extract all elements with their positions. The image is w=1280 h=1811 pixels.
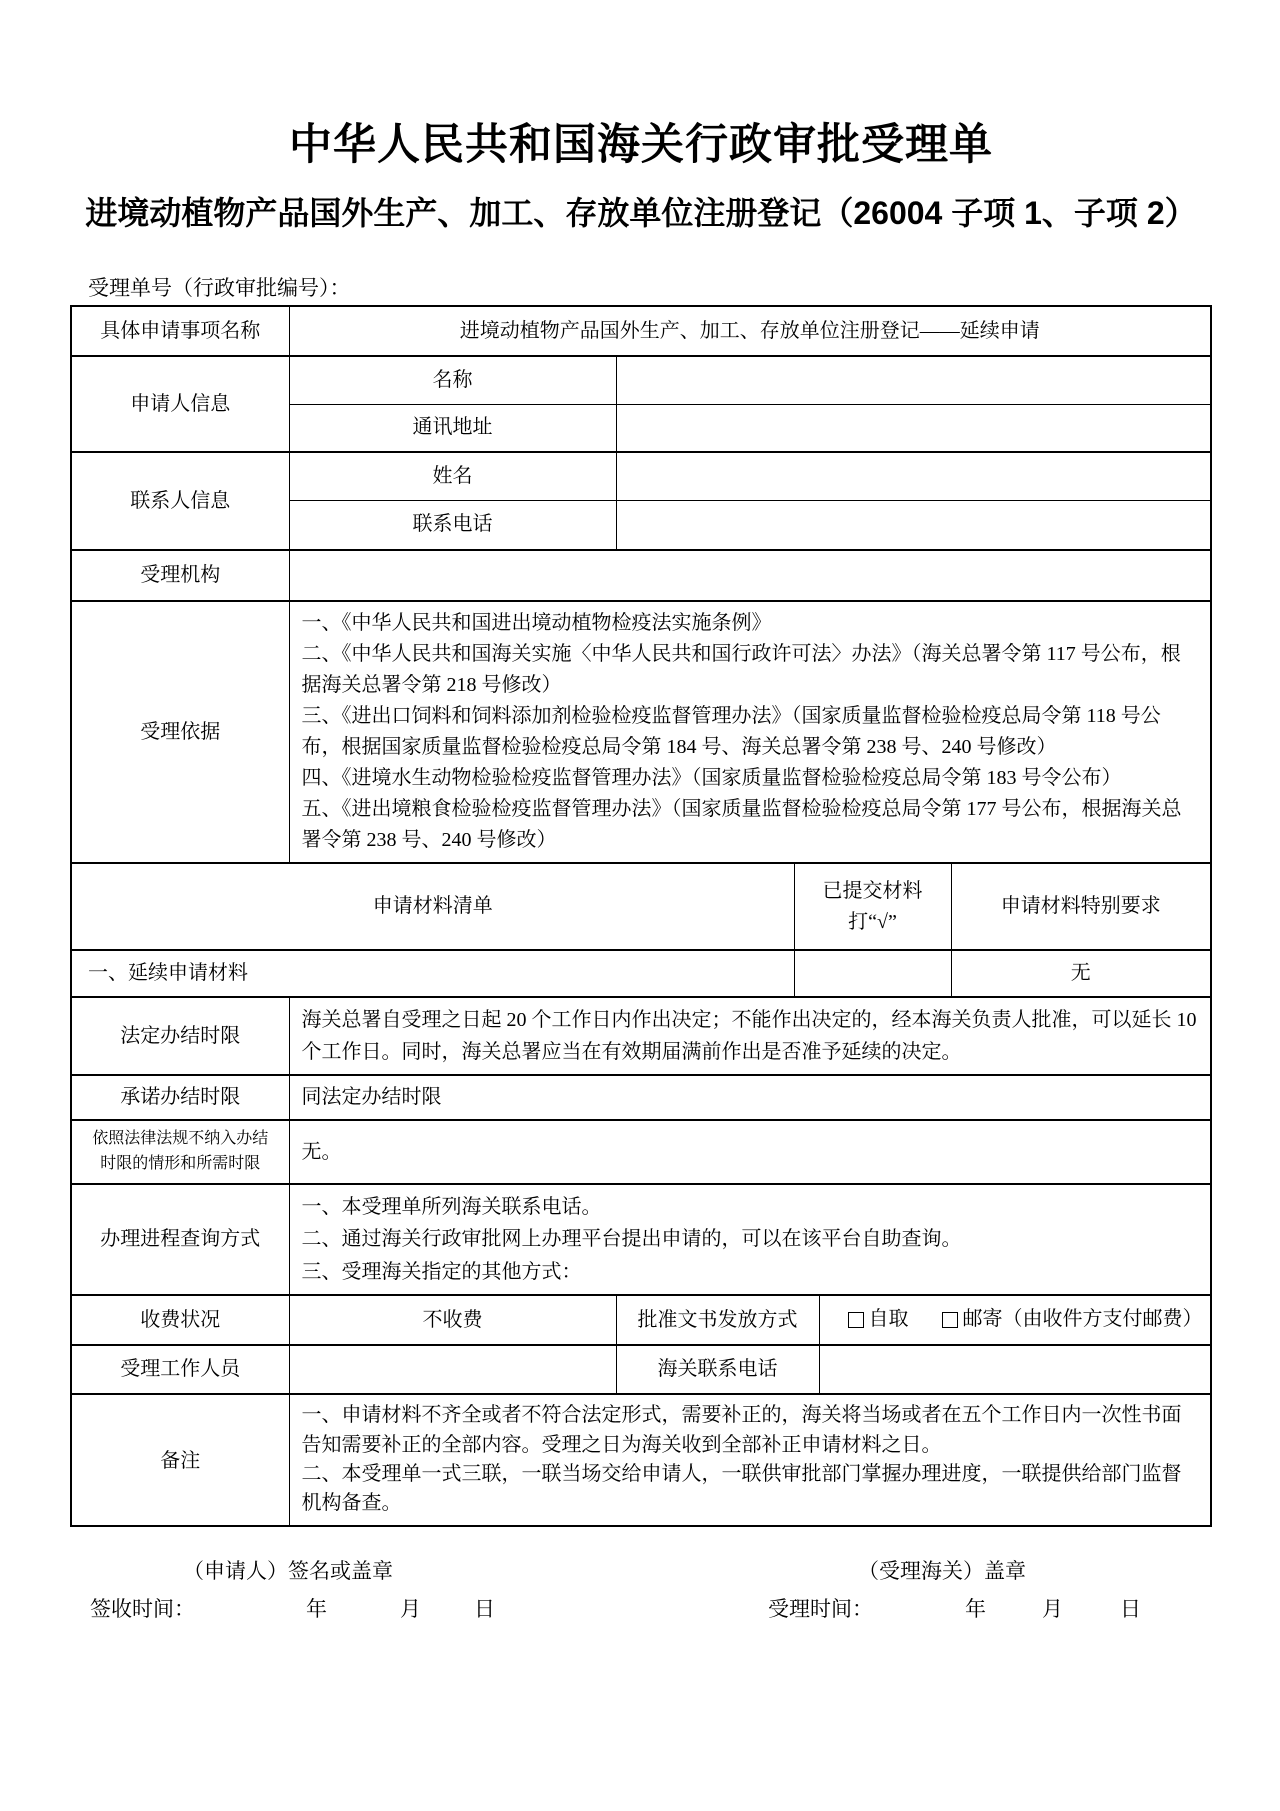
applicant-address-input[interactable] [616,404,1211,452]
materials-submitted-header-line2: 打“√” [848,910,897,933]
accept-time-label: 受理时间： [768,1596,873,1621]
delivery-method-label: 批准文书发放方式 [616,1295,819,1345]
statutory-time-label: 法定办结时限 [71,997,289,1075]
legal-basis-item: 二、《中华人民共和国海关实施〈中华人民共和国行政许可法〉办法》（海关总署令第 117 号公布，根据海关总署令第 218 号修改） [301,643,1181,697]
form-number-input[interactable] [351,280,571,302]
checkbox-icon [848,1312,864,1328]
progress-query-text [289,1184,1211,1295]
contact-info-label: 联系人信息 [71,452,289,550]
customs-phone-label: 海关联系电话 [616,1345,819,1394]
legal-basis-label: 受理依据 [71,601,289,863]
delivery-options [819,1295,1211,1345]
contact-name-input[interactable] [616,452,1211,500]
promised-time-text: 同法定办结时限 [289,1075,1211,1120]
signature-row [70,1555,1212,1589]
excluded-time-label: 依照法律法规不纳入办结时限的情形和所需时限 [71,1120,289,1184]
applicant-signature-label: （申请人）签名或盖章 [183,1558,393,1583]
materials-special-header: 申请材料特别要求 [951,863,1211,950]
material-special-value: 无 [951,950,1211,997]
contact-phone-input[interactable] [616,500,1211,550]
legal-basis-item: 五、《进出境粮食检验检疫监督管理办法》（国家质量监督检验检疫总局令第 177 号公布，根据海关总署令第 238 号、240 号修改） [301,798,1182,852]
materials-list-header: 申请材料清单 [71,863,794,950]
progress-query-item: 二、通过海关行政审批网上办理平台提出申请的，可以在该平台自助查询。 [301,1228,962,1251]
legal-basis-text [289,601,1211,863]
customs-phone-input[interactable] [819,1345,1211,1394]
fee-status-value: 不收费 [289,1295,616,1345]
legal-basis-item: 三、《进出口饲料和饲料添加剂检验检疫监督管理办法》（国家质量监督检验检疫总局令第 118 号公布，根据国家质量监督检验检疫总局令第 184 号、海关总署令第 238 号、240 号修改） [301,705,1161,759]
excluded-time-text: 无。 [289,1120,1211,1184]
sign-day-label: 日 [474,1596,495,1621]
contact-name-label: 姓名 [289,452,616,500]
applicant-address-label: 通讯地址 [289,404,616,452]
other-method-input[interactable] [582,1258,622,1278]
legal-basis-item: 四、《进境水生动物检验检疫监督管理办法》（国家质量监督检验检疫总局令第 183 号令公布） [301,767,1122,790]
promised-time-label: 承诺办结时限 [71,1075,289,1120]
accept-month-label: 月 [1042,1596,1063,1621]
contact-phone-label: 联系电话 [289,500,616,550]
sign-time-label: 签收时间： [90,1596,195,1621]
material-row-name: 一、延续申请材料 [71,950,794,997]
checkbox-mail-label: 邮寄（由收件方支付邮费） [962,1307,1203,1330]
progress-query-item: 一、本受理单所列海关联系电话。 [301,1196,602,1219]
item-name-value: 进境动植物产品国外生产、加工、存放单位注册登记——延续申请 [289,306,1211,356]
applicant-info-label: 申请人信息 [71,356,289,452]
remark-item: 一、申请材料不齐全或者不符合法定形式，需要补正的，海关将当场或者在五个工作日内一次性书面告知需要补正的全部内容。受理之日为海关收到全部补正申请材料之日。 [301,1404,1182,1456]
accepting-org-input[interactable] [289,550,1211,601]
sign-year-label: 年 [306,1596,327,1621]
page-subtitle: 进境动植物产品国外生产、加工、存放单位注册登记（26004 子项 1、子项 2） [85,195,1197,232]
checkbox-icon [942,1312,958,1328]
checkbox-self-pickup[interactable] [848,1304,909,1335]
remark-label: 备注 [71,1394,289,1526]
accepting-org-label: 受理机构 [71,550,289,601]
customs-seal-label: （受理海关）盖章 [858,1558,1026,1583]
progress-query-item-text: 三、受理海关指定的其他方式： [301,1260,582,1283]
remark-text [289,1394,1211,1526]
checkbox-self-pickup-label: 自取 [868,1307,909,1330]
fee-status-label: 收费状况 [71,1295,289,1345]
item-name-label: 具体申请事项名称 [71,306,289,356]
checkbox-mail[interactable] [942,1304,1203,1335]
progress-query-item [302,1256,1199,1288]
statutory-time-text: 海关总署自受理之日起 20 个工作日内作出决定；不能作出决定的，经本海关负责人批准，可以延长 10 个工作日。同时，海关总署应当在有效期届满前作出是否准予延续的决定。 [289,997,1211,1075]
sign-month-label: 月 [400,1596,421,1621]
material-submitted-checkbox-cell[interactable] [794,950,951,997]
form-number-label: 受理单号（行政审批编号）： [88,276,351,301]
staff-label: 受理工作人员 [71,1345,289,1394]
applicant-name-label: 名称 [289,356,616,404]
accept-year-label: 年 [965,1596,986,1621]
time-row [70,1593,1212,1627]
acceptance-form-table [70,305,1212,1527]
page-title: 中华人民共和国海关行政审批受理单 [289,121,993,169]
legal-basis-item: 一、《中华人民共和国进出境动植物检疫法实施条例》 [301,612,772,635]
remark-item: 二、本受理单一式三联，一联当场交给申请人，一联供审批部门掌握办理进度，一联提供给部门监督机构备查。 [301,1463,1182,1515]
materials-submitted-header [794,863,951,950]
materials-submitted-header-line1: 已提交材料 [822,879,923,902]
progress-query-label: 办理进程查询方式 [71,1184,289,1295]
staff-name-input[interactable] [289,1345,616,1394]
applicant-name-input[interactable] [616,356,1211,404]
accept-day-label: 日 [1120,1596,1141,1621]
